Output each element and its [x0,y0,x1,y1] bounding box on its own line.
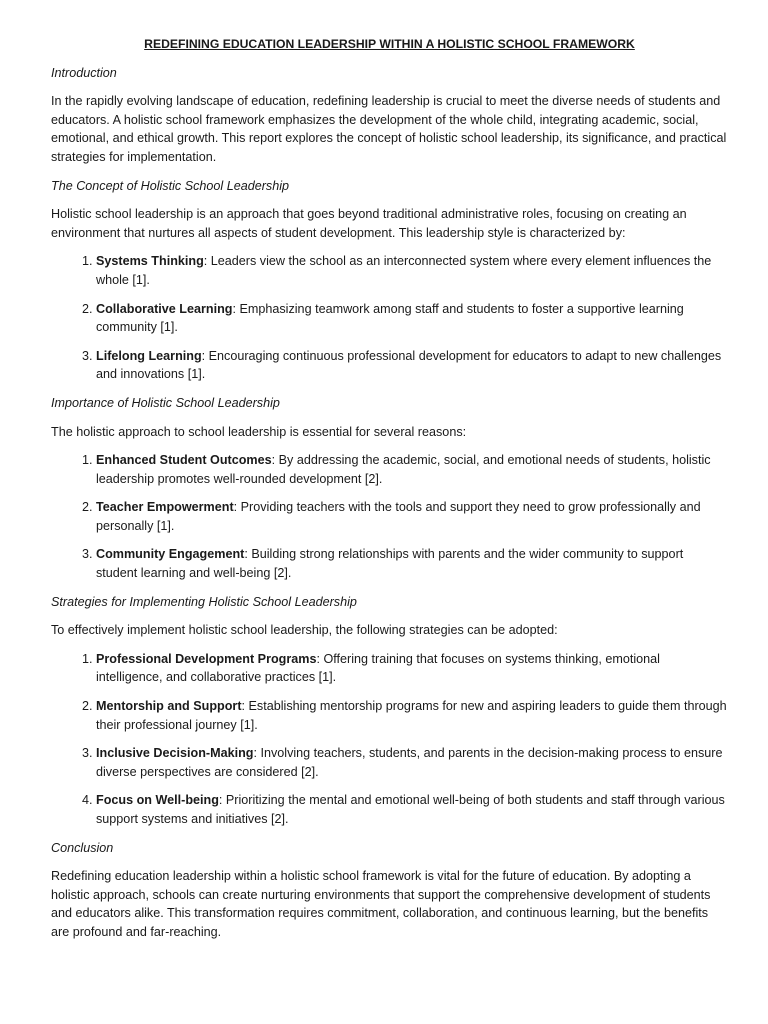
section-heading-introduction: Introduction [51,65,117,80]
list-item [96,697,728,734]
list-item [96,498,728,535]
section-heading-conclusion: Conclusion [51,840,114,855]
strategies-list [51,650,728,829]
list-item [96,791,728,828]
list-item [96,650,728,687]
list-item-term: Teacher Empowerment [96,500,234,515]
list-item [96,744,728,781]
concept-paragraph: Holistic school leadership is an approach that goes beyond traditional administrative roles, focusing on creating an environment that nurtures all aspects of student development. This leadership style is characterized by: [51,207,687,240]
list-item [96,545,728,582]
list-item-term: Focus on Well-being [96,793,219,808]
concept-list [51,252,728,384]
strategies-paragraph: To effectively implement holistic school leadership, the following strategies can be adopted: [51,623,558,638]
list-item-description: : Establishing mentorship programs for new and aspiring leaders to guide them through their professional journey [1]. [96,699,727,732]
list-item-description: : Involving teachers, students, and parents in the decision-making process to ensure diverse perspectives are considered [2]. [96,746,723,779]
list-item-term: Community Engagement [96,547,245,562]
list-item-term: Professional Development Programs [96,651,317,666]
list-item-term: Enhanced Student Outcomes [96,453,272,468]
list-item [96,347,728,384]
list-item [96,300,728,337]
list-item-description: : Emphasizing teamwork among staff and students to foster a supportive learning community [1]. [96,301,684,335]
list-item-term: Systems Thinking [96,254,204,269]
list-item-description: : Building strong relationships with parents and the wider community to support student learning and well-being [2]. [96,547,684,581]
list-item [96,451,728,488]
list-item-description: : Prioritizing the mental and emotional well-being of both students and staff through various support systems and initiatives [2]. [96,793,725,826]
conclusion-paragraph: Redefining education leadership within a holistic school framework is vital for the future of education. By adopting a holistic approach, schools can create nurturing environments that support the comprehensive development of students and educators alike. This transformation requires commitment, collaboration, and continuous learning, but the benefits are profound and far-reaching. [51,869,711,939]
section-heading-importance: Importance of Holistic School Leadership [51,395,280,410]
list-item-term: Inclusive Decision-Making [96,746,254,761]
list-item-description: : Providing teachers with the tools and support they need to grow professionally and personally [1]. [96,500,701,533]
list-item-term: Lifelong Learning [96,348,202,363]
list-item [96,252,728,289]
list-item-term: Mentorship and Support [96,699,242,714]
list-item-description: : Offering training that focuses on systems thinking, emotional intelligence, and collaborative practices [1]. [96,651,660,685]
document-title: REDEFINING EDUCATION LEADERSHIP WITHIN A HOLISTIC SCHOOL FRAMEWORK [144,37,635,51]
list-item-term: Collaborative Learning [96,301,233,316]
introduction-paragraph: In the rapidly evolving landscape of education, redefining leadership is crucial to meet the diverse needs of students and educators. A holistic school framework emphasizes the development of the whole child, integrating academic, social, emotional, and ethical growth. This report explores the concept of holistic school leadership, its significance, and practical strategies for implementation. [51,94,727,164]
importance-list [51,451,728,583]
list-item-description: : Leaders view the school as an interconnected system where every element influences the whole [1]. [96,254,712,287]
section-heading-strategies: Strategies for Implementing Holistic School Leadership [51,594,357,609]
list-item-description: : Encouraging continuous professional development for educators to adapt to new challenges and innovations [1]. [96,348,722,382]
section-heading-concept: The Concept of Holistic School Leadership [51,178,290,193]
importance-paragraph: The holistic approach to school leadership is essential for several reasons: [51,424,467,439]
list-item-description: : By addressing the academic, social, and emotional needs of students, holistic leadership promotes well-rounded development [2]. [96,453,711,486]
